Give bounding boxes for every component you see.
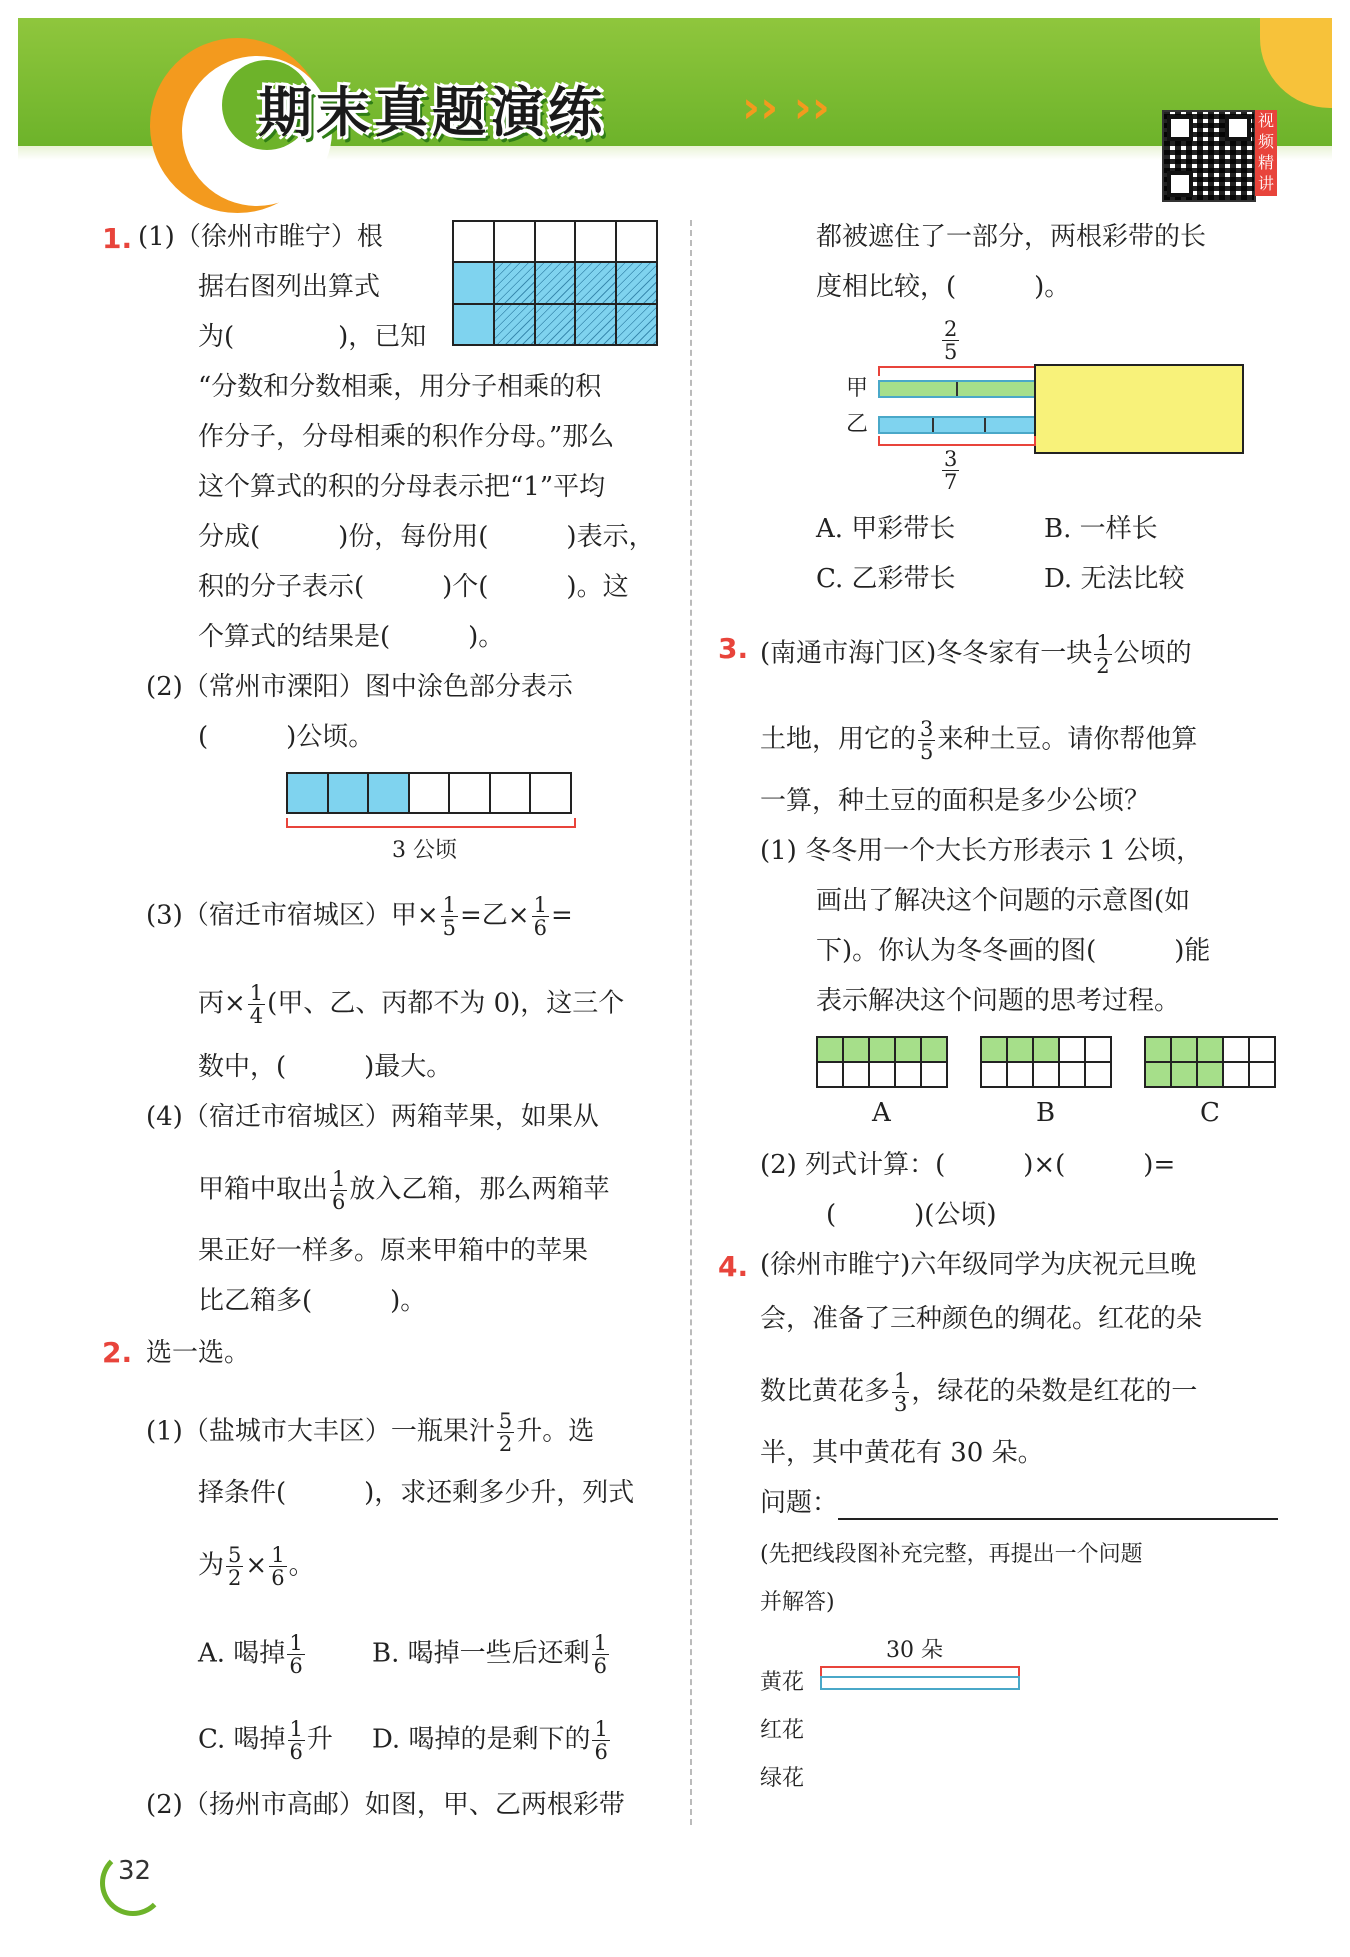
q3-diagram-b[interactable] (980, 1036, 1112, 1088)
label-yi: 乙 (846, 412, 869, 437)
q1-p1-line: 这个算式的积的分母表示把“1”平均 (198, 472, 606, 502)
denominator: 6 (289, 1740, 303, 1764)
fraction (918, 718, 935, 763)
q1-p1-line: 作分子，分母相乘的积作分母。”那么 (198, 422, 615, 452)
fraction (892, 1370, 909, 1415)
q2-p1-text: 升。选 (516, 1416, 595, 1447)
q1-p3-line1 (146, 894, 573, 939)
q3-line3: 一算，种土豆的面积是多少公顷？ (760, 786, 1151, 816)
numerator: 5 (498, 1409, 513, 1433)
denominator: 5 (442, 916, 456, 940)
q4-question-label: 问题： (760, 1488, 839, 1518)
q1-p3-text: 丙× (198, 988, 246, 1019)
qr-eye (1167, 171, 1193, 197)
numerator: 1 (442, 893, 456, 917)
fraction (592, 1632, 609, 1677)
q2-p2-line: 都被遮住了一部分，两根彩带的长 (816, 222, 1207, 252)
q1-p4-line2 (198, 1168, 609, 1213)
fraction (330, 1168, 347, 1213)
column-divider (690, 220, 692, 1825)
q1-p3-text: (3)（宿迁市宿城区）甲× (146, 900, 439, 931)
fraction (269, 1544, 286, 1589)
label-jia: 甲 (846, 376, 869, 401)
q4-line: (徐州市睢宁)六年级同学为庆祝元旦晚 (760, 1250, 1197, 1280)
q1-p4-text: 放入乙箱，那么两箱苹 (349, 1174, 610, 1205)
q4-diagram-label: 30 朵 (886, 1638, 943, 1663)
denominator: 4 (249, 1004, 264, 1028)
q1-p1-line: 积的分子表示( )个( )。这 (198, 572, 629, 602)
fraction (248, 982, 265, 1027)
numerator: 1 (533, 893, 547, 917)
q2-p2-top-fraction (940, 318, 961, 363)
q3-diagram-a[interactable] (816, 1036, 948, 1088)
q2-p1-option-a[interactable] (198, 1632, 307, 1677)
ribbon-jia (878, 380, 1038, 398)
option-text: D. 喝掉的是剩下的 (372, 1724, 591, 1755)
cover-box (1034, 364, 1244, 454)
q3-choice-label: C (1200, 1098, 1220, 1128)
q4-line3 (760, 1370, 1197, 1415)
q2-p1-text: 。 (288, 1550, 315, 1581)
q2-p1-option-c[interactable] (198, 1718, 333, 1763)
q1-p3-text: = (550, 900, 573, 931)
q3-p2-line: (2) 列式计算：( )×( )= (760, 1150, 1176, 1180)
question-number-2: 2. (102, 1336, 133, 1369)
denominator: 6 (332, 1190, 346, 1214)
q1-p1-line: 分成( )份，每份用( )表示， (198, 522, 655, 552)
q1-p3-line3: 数中，( )最大。 (198, 1052, 453, 1082)
numerator: 5 (228, 1543, 242, 1567)
yellow-flower-segment (820, 1676, 1020, 1690)
numerator: 1 (289, 1717, 303, 1741)
q1-grid-diagram (452, 220, 658, 346)
q2-p1-option-b[interactable] (372, 1632, 611, 1677)
q2-p2-option-d[interactable]: D. 无法比较 (1044, 564, 1185, 594)
fraction (287, 1632, 304, 1677)
q1-p3-line2 (198, 982, 624, 1027)
fraction (942, 448, 959, 493)
qr-eye (1225, 115, 1251, 141)
q1-p1-line: 个算式的结果是( )。 (198, 622, 505, 652)
denominator: 5 (944, 340, 958, 364)
q3-p1-line: (1) 冬冬用一个大长方形表示 1 公顷， (760, 836, 1203, 866)
q3-choice-label: A (872, 1098, 891, 1128)
fraction (532, 894, 549, 939)
q2-p1-text: (1)（盐城市大丰区）一瓶果汁 (146, 1416, 495, 1447)
q2-p2-line: (2)（扬州市高邮）如图，甲、乙两根彩带 (146, 1790, 625, 1820)
numerator: 1 (249, 981, 264, 1005)
q4-line: 会，准备了三种颜色的绸花。红花的朵 (760, 1304, 1203, 1334)
q2-p2-brace-top (878, 366, 1036, 376)
numerator: 1 (594, 1717, 608, 1741)
q3-text: (南通市海门区)冬冬家有一块 (760, 638, 1093, 669)
numerator: 3 (920, 717, 934, 741)
q1-p1-line: “分数和分数相乘，用分子相乘的积 (198, 372, 602, 402)
q4-line: 半，其中黄花有 30 朵。 (760, 1438, 1044, 1468)
q3-choice-label: B (1036, 1098, 1056, 1128)
qr-label-text: 视频精讲 (1257, 111, 1274, 193)
qr-eye (1167, 115, 1193, 141)
q1-p2-line: ( )公顷。 (198, 722, 375, 752)
denominator: 7 (944, 470, 958, 494)
denominator: 6 (593, 1654, 608, 1678)
q3-p1-line: 下)。你认为冬冬画的图( )能 (816, 936, 1211, 966)
q3-p1-line: 表示解决这个问题的思考过程。 (816, 986, 1181, 1016)
denominator: 6 (289, 1654, 303, 1678)
title-arrows-icon: ›› ›› (742, 82, 830, 133)
numerator: 1 (289, 1631, 303, 1655)
q4-note: (先把线段图补充完整，再提出一个问题 (760, 1542, 1143, 1567)
q4-row-label: 红花 (760, 1718, 805, 1743)
q1-p1-line: 据右图列出算式 (198, 272, 381, 302)
q3-line1 (760, 632, 1192, 677)
numerator: 2 (944, 317, 958, 341)
q4-note: 并解答) (760, 1590, 835, 1615)
denominator: 2 (228, 1566, 242, 1590)
numerator: 3 (944, 447, 958, 471)
q2-p2-line: 度相比较，( )。 (816, 272, 1071, 302)
denominator: 5 (920, 740, 934, 764)
fraction (592, 1718, 609, 1763)
q1-p1-line: 为( )，已知 (198, 322, 427, 352)
denominator: 6 (533, 916, 547, 940)
q3-p2-line: ( )(公顷) (826, 1200, 997, 1230)
fraction (226, 1544, 243, 1589)
q1-p4-text: 甲箱中取出 (198, 1174, 329, 1205)
q1-p2-bar-diagram (286, 772, 572, 814)
q3-text: 来种土豆。请你帮他算 (937, 724, 1198, 755)
denominator: 6 (594, 1740, 608, 1764)
question-number-1: 1. (102, 222, 133, 255)
q4-row-label: 黄花 (760, 1670, 805, 1695)
question-number-4: 4. (718, 1250, 749, 1283)
q1-p3-text: =乙× (460, 900, 530, 931)
qr-label (1255, 110, 1277, 196)
q1-p4-line: (4)（宿迁市宿城区）两箱苹果，如果从 (146, 1102, 599, 1132)
q3-diagram-c[interactable] (1144, 1036, 1276, 1088)
ribbon-tick (932, 418, 934, 432)
page-number: 32 (118, 1856, 152, 1886)
ribbon-tick (956, 382, 958, 396)
q4-text: ，绿花的朵数是红花的一 (911, 1376, 1198, 1407)
q4-row-label: 绿花 (760, 1766, 805, 1791)
page-title: 期末真题演练 (258, 81, 606, 144)
q1-p4-line: 果正好一样多。原来甲箱中的苹果 (198, 1236, 589, 1266)
option-text: B. 喝掉一些后还剩 (372, 1638, 590, 1669)
q2-p2-option-b[interactable]: B. 一样长 (1044, 514, 1158, 544)
q2-p1-line2: 择条件( )，求还剩多少升，列式 (198, 1478, 635, 1508)
q1-p2-label: 3 公顷 (392, 838, 457, 863)
q3-line2 (760, 718, 1197, 763)
q4-answer-line[interactable] (838, 1518, 1278, 1520)
question-number-3: 3. (718, 632, 749, 665)
q1-p4-line: 比乙箱多( )。 (198, 1286, 427, 1316)
q1-p2-line: (2)（常州市溧阳）图中涂色部分表示 (146, 672, 573, 702)
fraction (942, 318, 959, 363)
denominator: 6 (271, 1566, 285, 1590)
q1-p1-line: (1)（徐州市睢宁）根 (138, 222, 383, 252)
numerator: 1 (1096, 631, 1110, 655)
q4-brace (820, 1666, 1020, 1676)
ribbon-yi (878, 416, 1038, 434)
ribbon-tick (984, 418, 986, 432)
numerator: 1 (593, 1631, 608, 1655)
numerator: 1 (271, 1543, 285, 1567)
q2-title: 选一选。 (146, 1338, 251, 1368)
q2-p1-line3: 为 $\frac{5}{2}$ × $\frac{1}{6}$ 。 (198, 1543, 315, 1590)
fraction (288, 1718, 305, 1763)
option-text: 升 (306, 1724, 333, 1755)
fraction (497, 1410, 514, 1455)
denominator: 2 (1096, 654, 1110, 678)
q1-p3-text: (甲、乙、丙都不为 0)，这三个 (267, 988, 625, 1019)
denominator: 3 (894, 1392, 908, 1416)
q3-text: 公顷的 (1113, 638, 1192, 669)
q2-p2-option-c[interactable]: C. 乙彩带长 (816, 564, 956, 594)
q3-text: 土地，用它的 (760, 724, 917, 755)
q2-p1-option-d[interactable] (372, 1718, 612, 1763)
denominator: 2 (498, 1432, 513, 1456)
numerator: 1 (332, 1167, 346, 1191)
q3-p1-line: 画出了解决这个问题的示意图(如 (816, 886, 1191, 916)
qr-code-icon[interactable] (1162, 110, 1256, 202)
option-text: C. 喝掉 (198, 1724, 286, 1755)
q1-p2-brace (286, 818, 576, 828)
q2-p2-option-a[interactable]: A. 甲彩带长 (816, 514, 956, 544)
q4-text: 数比黄花多 (760, 1376, 891, 1407)
numerator: 1 (894, 1369, 908, 1393)
q2-p1-text: 为 (198, 1550, 225, 1581)
fraction (441, 894, 458, 939)
q2-p2-bottom-fraction (940, 448, 961, 493)
fraction (1094, 632, 1111, 677)
option-text: A. 喝掉 (198, 1638, 286, 1669)
q2-p2-brace-bottom (878, 436, 1036, 446)
q2-p1-line1 (146, 1410, 594, 1455)
